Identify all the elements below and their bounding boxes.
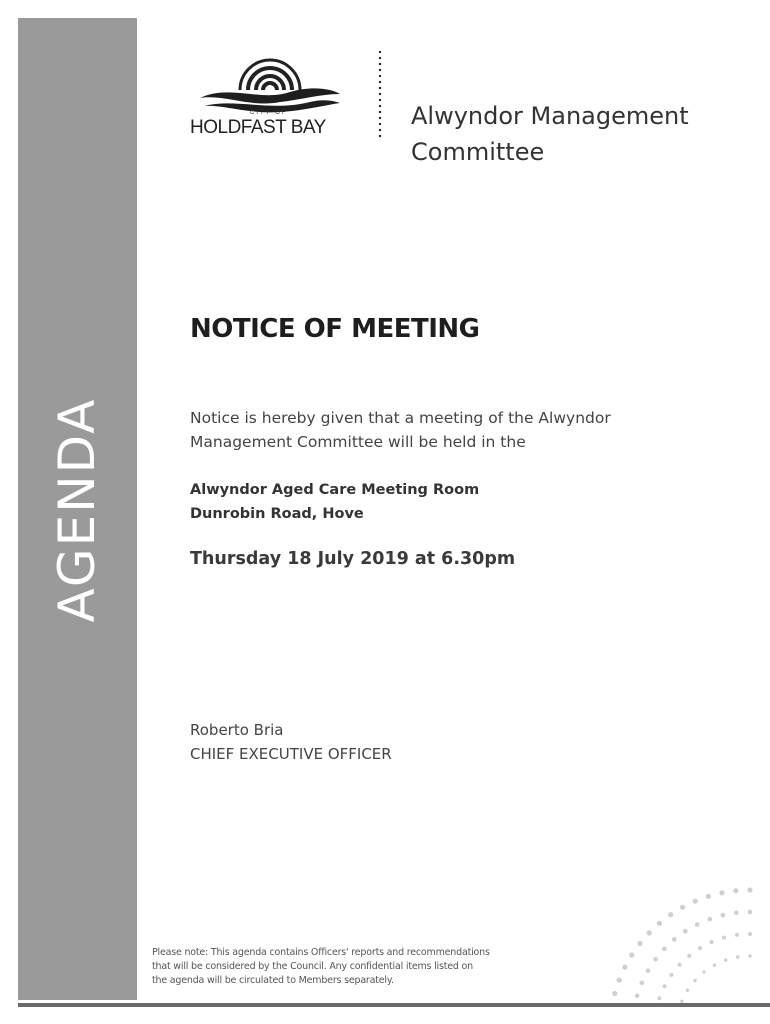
logo-name-text: HOLDFAST BAY (190, 117, 326, 138)
ornament-dot (735, 933, 739, 937)
ornament-dot (617, 978, 622, 983)
ornament-dot (686, 989, 689, 992)
notice-heading: NOTICE OF MEETING (190, 314, 480, 344)
footnote-line1: Please note: This agenda contains Officers' reports and recommendations (152, 947, 490, 958)
ornament-dot (622, 965, 627, 970)
ornament-dot (722, 936, 726, 940)
meeting-date: Thursday 18 July 2019 at 6.30pm (190, 549, 516, 569)
ornament-dot (734, 911, 739, 916)
ornament-dot (657, 996, 661, 1000)
ornament-dot (683, 929, 688, 934)
committee-title (411, 98, 751, 170)
ornament-dot (733, 888, 738, 893)
notice-body (190, 406, 670, 454)
ornament-dot (693, 979, 696, 982)
ornament-dot (669, 973, 673, 977)
ornament-dot (672, 937, 677, 942)
ornament-dot (748, 910, 753, 915)
ornament-dot (698, 946, 702, 950)
ornament-dot (637, 941, 642, 946)
notice-body-line2: Management Committee will be held in the (190, 433, 526, 451)
ornament-dot (640, 981, 645, 986)
ornament-dot (680, 905, 685, 910)
agenda-label: AGENDA (48, 397, 106, 623)
footnote-line2: that will be considered by the Council. Any confidential items listed on (152, 961, 473, 972)
ornament-dot (710, 940, 714, 944)
ornament-dot (653, 957, 658, 962)
ornament-dot (646, 968, 651, 973)
ornament-dot (702, 970, 705, 973)
signatory-title: CHIEF EXECUTIVE OFFICER (190, 745, 392, 763)
ornament-dot (748, 932, 752, 936)
meeting-venue (190, 478, 479, 526)
signatory-name: Roberto Bria (190, 721, 284, 739)
ornament-dot (724, 958, 727, 961)
venue-address: Dunrobin Road, Hove (190, 506, 364, 522)
ornament-dot (635, 993, 640, 998)
ornament-dot (706, 894, 711, 899)
ornament-dot (647, 930, 652, 935)
ornament-dot (612, 991, 617, 996)
committee-title-line1: Alwyndor Management (411, 102, 689, 130)
ornament-dot (663, 984, 667, 988)
dotted-divider (378, 49, 382, 141)
ornament-dot (719, 890, 724, 895)
ornament-dot (668, 912, 673, 917)
ornament-dot (657, 921, 662, 926)
ornament-dot (678, 963, 682, 967)
ornament-dot (747, 887, 752, 892)
notice-body-line1: Notice is hereby given that a meeting of the Alwyndor (190, 409, 611, 427)
footnote-line3: the agenda will be circulated to Members separately. (152, 975, 394, 986)
logo-city-of-text: CITY OF (250, 110, 288, 116)
bottom-rule (18, 1003, 770, 1007)
venue-room: Alwyndor Aged Care Meeting Room (190, 482, 480, 498)
agenda-footnote (152, 946, 502, 988)
ornament-dot (693, 899, 698, 904)
ornament-dot (708, 917, 713, 922)
ornament-dot (629, 952, 634, 957)
decorative-dot-arcs (500, 880, 770, 1005)
ornament-dot (721, 913, 726, 918)
ornament-dot (695, 922, 700, 927)
ornament-dot (687, 954, 691, 958)
ornament-dot (662, 947, 667, 952)
ornament-dot (748, 954, 751, 957)
committee-title-line2: Committee (411, 138, 545, 166)
ornament-dot (736, 955, 739, 958)
ornament-dot (713, 964, 716, 967)
signatory-block (190, 718, 392, 766)
